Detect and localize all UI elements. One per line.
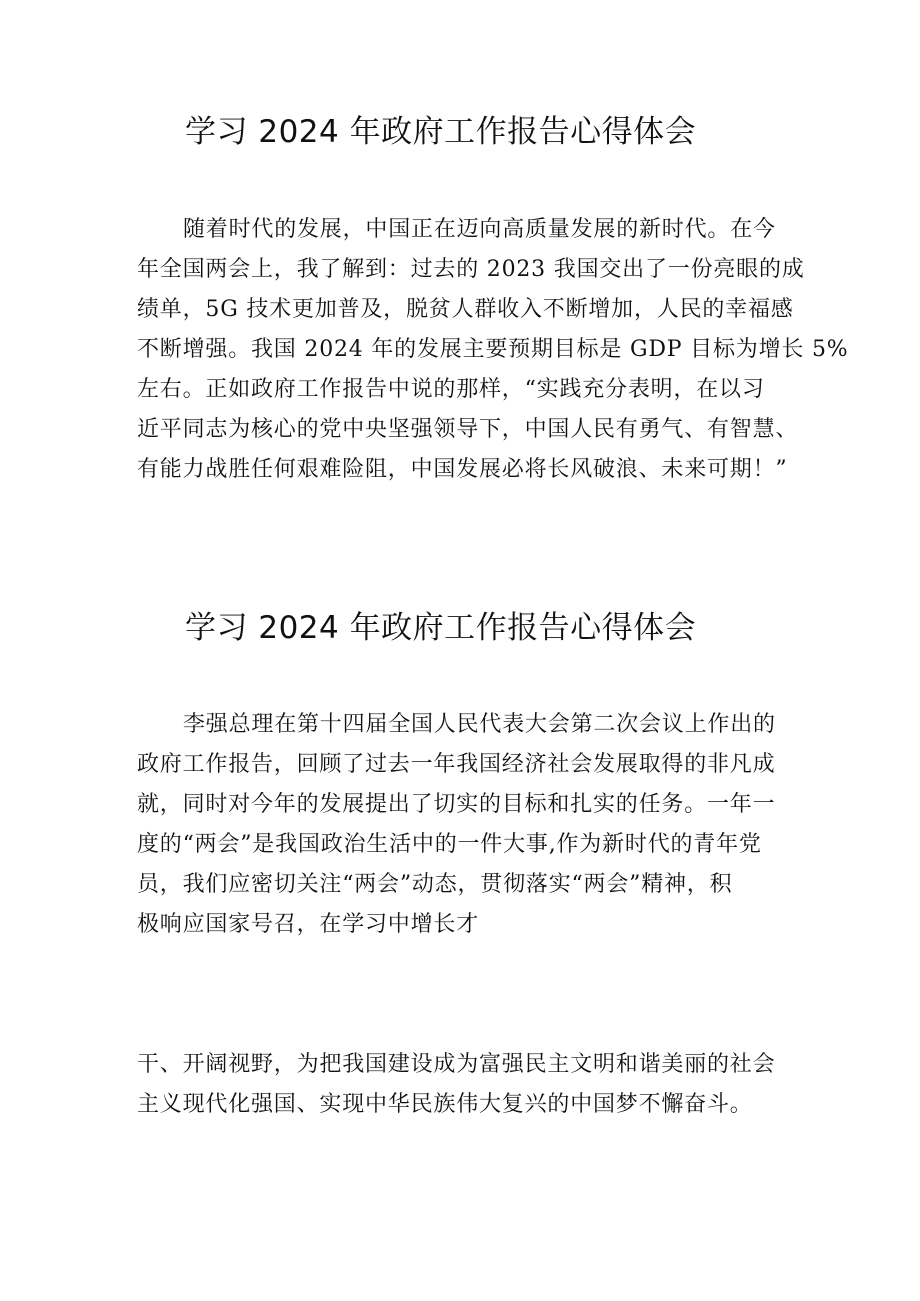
paragraph-line: 随着时代的发展，中国正在迈向高质量发展的新时代。在今 [183,217,776,242]
paragraph-line: 年全国两会上，我了解到：过去的 2023 我国交出了一份亮眼的成 [137,257,805,282]
paragraph-line: 干、开阔视野，为把我国建设成为富强民主文明和谐美丽的社会 [137,1052,776,1077]
paragraph-line: 极响应国家号召，在学习中增长才 [137,912,480,937]
paragraph-line: 李强总理在第十四届全国人民代表大会第二次会议上作出的 [183,712,776,737]
section-1-title: 学习 2024 年政府工作报告心得体会 [185,114,697,150]
section-1-paragraph [137,210,849,490]
section-2-title: 学习 2024 年政府工作报告心得体会 [185,610,697,646]
paragraph-line: 绩单，5G 技术更加普及，脱贫人群收入不断增加，人民的幸福感 [137,297,794,322]
paragraph-line: 近平同志为核心的党中央坚强领导下，中国人民有勇气、有智慧、 [137,417,799,442]
paragraph-line: 度的“两会”是我国政治生活中的一件大事,作为新时代的青年党 [137,832,762,857]
paragraph-line: 就，同时对今年的发展提出了切实的目标和扎实的任务。一年一 [137,792,776,817]
paragraph-line: 政府工作报告，回顾了过去一年我国经济社会发展取得的非凡成 [137,752,776,777]
paragraph-line: 左右。正如政府工作报告中说的那样，“实践充分表明，在以习 [137,377,765,402]
section-2-paragraph [137,705,797,945]
paragraph-line: 主义现代化强国、实现中华民族伟大复兴的中国梦不懈奋斗。 [137,1092,753,1117]
paragraph-line: 不断增强。我国 2024 年的发展主要预期目标是 GDP 目标为增长 5% [137,337,849,362]
section-2-continuation [137,1045,797,1125]
paragraph-line: 有能力战胜任何艰难险阻，中国发展必将长风破浪、未来可期！” [137,457,788,482]
paragraph-line: 员，我们应密切关注“两会”动态，贯彻落实“两会”精神，积 [137,872,733,897]
